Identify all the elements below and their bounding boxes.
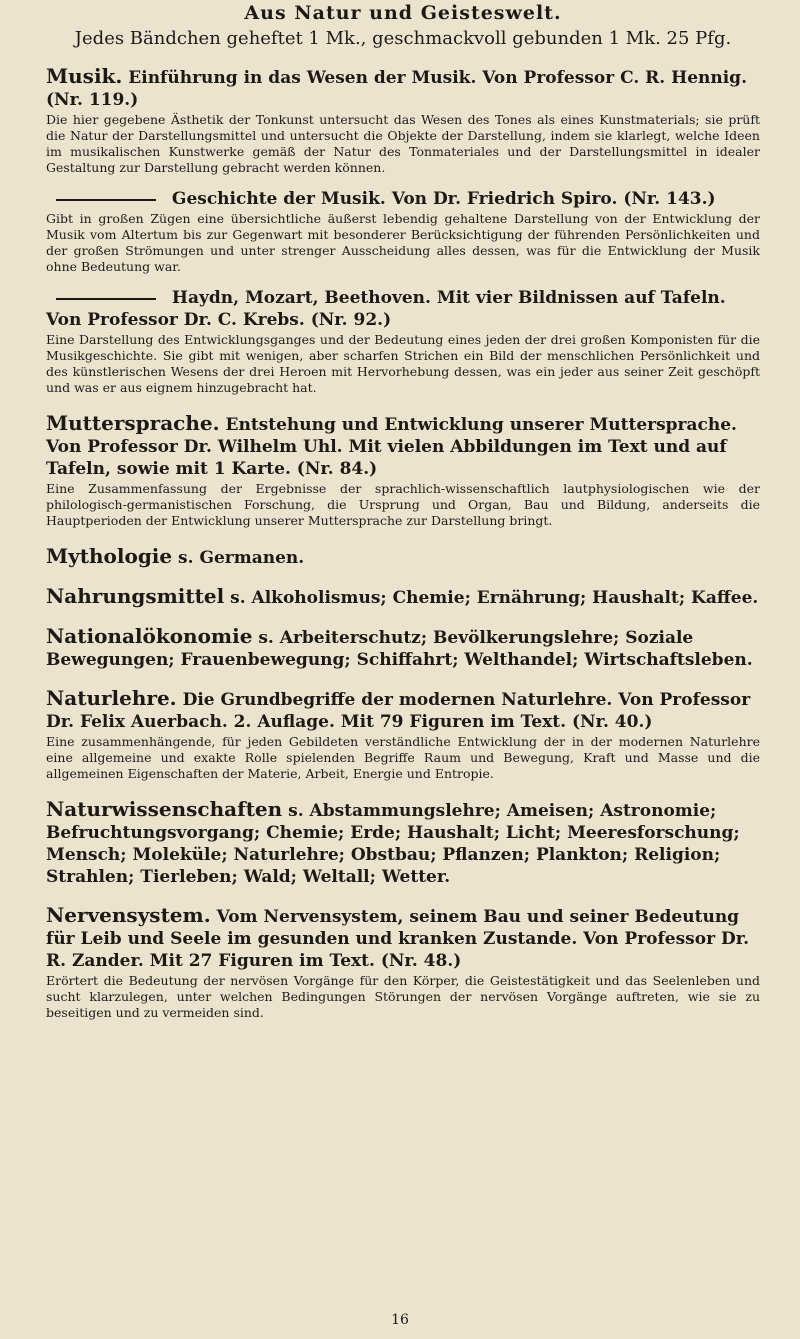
entry-description: Eine zusammenhängende, für jeden Gebildeten verständliche Entwicklung der in der modernen Naturlehre eine allgemeine und exakte Rolle spielenden Begriffe Raum und Bewegung, Kraft und Masse und die allgemeinen Eigenschaften der Materie, Arbeit, Energie und Entropie.: [46, 734, 760, 781]
entry-keyword: Musik.: [46, 64, 123, 88]
entry-keyword: Nahrungsmittel: [46, 584, 225, 608]
entry-keyword: Nationalökonomie: [46, 624, 253, 648]
entry-description: Die hier gegebene Ästhetik der Tonkunst untersucht das Wesen des Tones als eines Kunstmaterials; sie prüft die Natur der Darstellungsmittel und untersucht die Objekte der Darstellung, indem sie klarlegt, welche Ideen im musikalischen Kunstwerke gemäß der Natur des Tonmateriales und der Darstellungsmittel in idealer Gestaltung zur Darstellung gebracht werden können.: [46, 112, 760, 175]
entry-number: (Nr. 84.): [296, 459, 378, 479]
entry-title: Vom Nervensystem, seinem Bau und seiner Bedeutung für Leib und Seele im gesunden und kranken Zustande. Von Professor Dr. R. Zander. Mit 27 Figuren im Text.: [46, 907, 750, 971]
entry-title: Einführung in das Wesen der Musik. Von Professor C. R. Hennig.: [128, 68, 747, 88]
ditto-dash: [56, 199, 156, 201]
entry-cross-reference: s. Germanen.: [178, 548, 305, 568]
entry-description: Eine Zusammenfassung der Ergebnisse der sprachlich-wissenschaftlich lautphysiologischen wie der philologisch-germanistischen Forschung, die Ursprung und Organ, Bau und Bildung, anderseits die Hauptperioden der Entwicklung unserer Muttersprache zur Darstellung bringt.: [46, 481, 760, 528]
entry-title: Entstehung und Entwicklung unserer Muttersprache. Von Professor Dr. Wilhelm Uhl. Mit vielen Abbildungen im Text und auf Tafeln, sowie mit 1 Karte.: [46, 415, 737, 479]
entry-keyword: Naturwissenschaften: [46, 797, 283, 821]
entry-nahrungsmittel: [46, 585, 760, 609]
entry-muttersprache: [46, 412, 760, 529]
series-title: Aus Natur und Geisteswelt.: [244, 2, 562, 24]
entry-keyword: Naturlehre.: [46, 686, 177, 710]
entry-naturwissenschaften: [46, 798, 760, 888]
entry-description: Gibt in großen Zügen eine übersichtliche äußerst lebendig gehaltene Darstellung von der Entwicklung der Musik vom Altertum bis zur Gegenwart mit besonderer Berücksichtigung der führenden Persönlichkeiten und der großen Strömungen und unter strenger Ausscheidung alles dessen, was für die Entwicklung der Musik ohne Bedeutung war.: [46, 211, 760, 274]
entry-haydn-mozart-beethoven: [46, 287, 760, 396]
entry-number: (Nr. 119.): [46, 90, 139, 110]
entry-geschichte-der-musik: [46, 188, 760, 275]
entry-keyword: Mythologie: [46, 544, 173, 568]
binding-price-note: Jedes Bändchen geheftet 1 Mk., geschmackvoll gebunden 1 Mk. 25 Pfg.: [74, 28, 732, 49]
entry-title: Die Grundbegriffe der modernen Naturlehre. Von Professor Dr. Felix Auerbach. 2. Auflage. Mit 79 Figuren im Text.: [46, 690, 751, 732]
entry-mythologie: [46, 545, 760, 569]
entry-naturlehre: [46, 687, 760, 782]
entry-description: Eine Darstellung des Entwicklungsganges und der Bedeutung eines jeden der drei großen Komponisten für die Musikgeschichte. Sie gibt mit wenigen, aber scharfen Strichen ein Bild der menschlichen Persönlichkeit und des künstlerischen Wesens der drei Heroen mit Hervorhebung dessen, was ein jeder aus seiner Zeit geschöpft und was er aus eignem hinzugebracht hat.: [46, 332, 760, 395]
entry-number: (Nr. 143.): [623, 189, 716, 209]
entry-number: (Nr. 92.): [310, 310, 392, 330]
ditto-dash: [56, 298, 156, 300]
entry-cross-reference: s. Arbeiterschutz; Bevölkerungslehre; Soziale Bewegungen; Frauenbewegung; Schiffahrt; Welthandel; Wirtschaftsleben.: [46, 628, 753, 670]
entry-cross-reference: s. Alkoholismus; Chemie; Ernährung; Haushalt; Kaffee.: [230, 588, 759, 608]
entry-number: (Nr. 48.): [380, 951, 462, 971]
page-number: 16: [391, 1312, 409, 1328]
entry-nervensystem: [46, 904, 760, 1021]
entry-number: (Nr. 40.): [571, 712, 653, 732]
entry-title: Haydn, Mozart, Beethoven. Mit vier Bildnissen auf Tafeln. Von Professor Dr. C. Krebs.: [46, 288, 726, 330]
entry-keyword: Muttersprache.: [46, 411, 220, 435]
entry-cross-reference: s. Abstammungslehre; Ameisen; Astronomie; Befruchtungsvorgang; Chemie; Erde; Haushalt; Licht; Meeresforschung; Mensch; Moleküle; Naturlehre; Obstbau; Pflanzen; Plankton; Religion; Strahlen; Tierleben; Wald; Weltall; Wetter.: [46, 801, 740, 887]
entry-title: Geschichte der Musik. Von Dr. Friedrich Spiro.: [171, 189, 618, 209]
entry-keyword: Nervensystem.: [46, 903, 211, 927]
entry-musik: [46, 65, 760, 176]
entry-nationaloekonomie: [46, 625, 760, 671]
entry-description: Erörtert die Bedeutung der nervösen Vorgänge für den Körper, die Geistestätigkeit und das Seelenleben und sucht klarzulegen, unter welchen Bedingungen Störungen der nervösen Vorgänge auftreten, wie sie zu beseitigen und zu vermeiden sind.: [46, 973, 760, 1020]
